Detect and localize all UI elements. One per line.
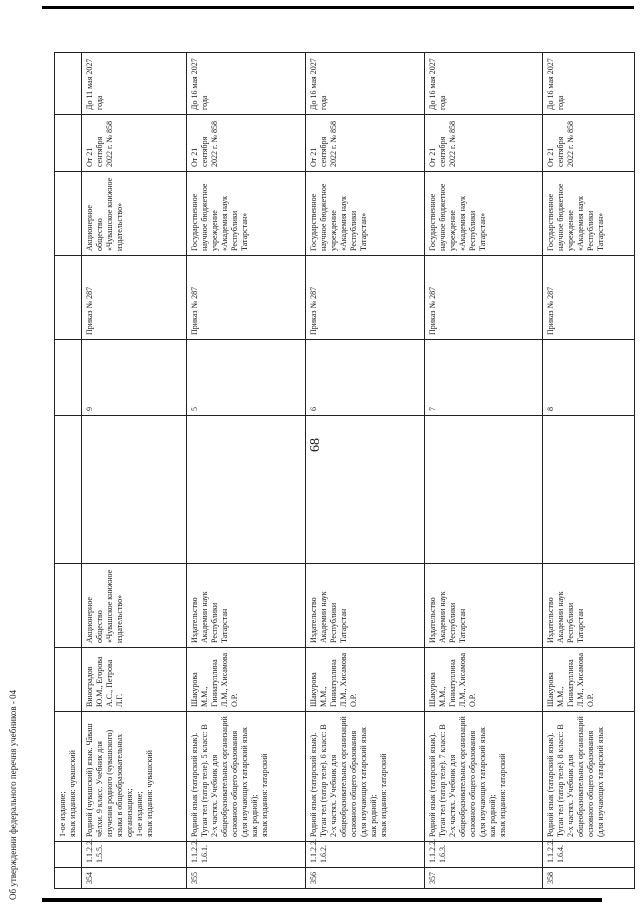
table-row <box>543 53 635 889</box>
scan-bottom-border <box>42 898 602 902</box>
table-row <box>187 53 306 889</box>
decision-date: От 21 сентября 2022 г. № 858 <box>543 115 635 172</box>
book-publisher: Издательство Академии наук Республики Татарстан <box>543 564 635 648</box>
expert-organization: Государственное научное бюджетное учреждение «Академия наук Республики Татарстан» <box>543 172 635 256</box>
grade-cell: 6 <box>305 340 424 416</box>
order-reference: Приказ № 287 <box>82 256 187 340</box>
row-code: 1.1.2.2. 1.6.2. <box>305 842 424 868</box>
book-title: Родной язык (татарский язык). Туган тел (татар теле). 8 класс: В 2-х частях. Учебник для общеобразовательных организаций основного общего образования (для изучающих татарский язык <box>543 712 635 842</box>
row-number: 358 <box>543 868 635 889</box>
table-row <box>424 53 543 889</box>
page-number: 68 <box>308 438 323 452</box>
decision-date: От 21 сентября 2022 г. № 858 <box>82 115 187 172</box>
expert-organization: Государственное научное бюджетное учреждение «Академия наук Республики Татарстан» <box>187 172 306 256</box>
book-authors: Шакурова М.М., Гиниатуллина Л.М., Хисамова О.Р. <box>187 648 306 712</box>
valid-until: До 16 мая 2027 года <box>543 53 635 115</box>
valid-until: До 16 мая 2027 года <box>187 53 306 115</box>
expert-organization: Государственное научное бюджетное учреждение «Академия наук Республики Татарстан» <box>424 172 543 256</box>
table-row <box>305 53 424 889</box>
carryover-text: 1-ое издание; язык издания: чувашский <box>55 712 82 842</box>
row-number: 354 <box>82 868 187 889</box>
row-code: 1.1.2.2. 1.6.4. <box>543 842 635 868</box>
order-reference: Приказ № 287 <box>187 256 306 340</box>
footer-caption: Об утверждении федерального перечня учебников - 04 <box>8 689 18 900</box>
row-code: 1.1.2.2. 1.6.1. <box>187 842 306 868</box>
book-title: Родной язык (татарский язык). Туган тел (татар теле). 6 класс: В 2-х частях. Учебник для общеобразовательных организаций основного общего образования (для изучающих татарский язык как родной); язык издания: татарский <box>305 712 424 842</box>
valid-until: До 16 мая 2027 года <box>305 53 424 115</box>
grade-cell: 5 <box>187 340 306 416</box>
empty-cell <box>424 416 543 564</box>
book-publisher: Издательство Академии наук Республики Татарстан <box>187 564 306 648</box>
empty-cell <box>305 416 424 564</box>
scan-top-border <box>42 6 634 9</box>
carryover-row <box>55 53 82 889</box>
row-code: 1.1.2.2. 1.6.3. <box>424 842 543 868</box>
book-publisher: Издательство Академии наук Республики Татарстан <box>305 564 424 648</box>
decision-date: От 21 сентября 2022 г. № 858 <box>187 115 306 172</box>
empty-cell <box>82 416 187 564</box>
decision-date: От 21 сентября 2022 г. № 858 <box>305 115 424 172</box>
expert-organization: Акционерное общество «Чувашское книжное издательство» <box>82 172 187 256</box>
book-authors: Виноградов Ю.М., Егорова А.С., Петрова Л.Г. <box>82 648 187 712</box>
book-authors: Шакурова М.М., Гиниатуллина Л.М., Хисамова О.Р. <box>305 648 424 712</box>
empty-cell <box>187 416 306 564</box>
row-number: 356 <box>305 868 424 889</box>
row-number: 357 <box>424 868 543 889</box>
grade-cell: 9 <box>82 340 187 416</box>
row-number: 355 <box>187 868 306 889</box>
valid-until: До 11 мая 2027 года <box>82 53 187 115</box>
book-publisher: Акционерное общество «Чувашское книжное издательство» <box>82 564 187 648</box>
order-reference: Приказ № 287 <box>543 256 635 340</box>
grade-cell: 8 <box>543 340 635 416</box>
textbook-list-table <box>54 52 635 889</box>
textbook-list-table-container <box>54 53 635 889</box>
book-title: Родной язык (татарский язык). Туган тел (татар теле). 5 класс: В 2-х частях. Учебник для общеобразовательных организаций основного общего образования (для изучающих татарский язык как родной); язык издания: татарский <box>187 712 306 842</box>
book-authors: Шакурова М.М., Гиниатуллина Л.М., Хисамова О.Р. <box>543 648 635 712</box>
valid-until: До 16 мая 2027 года <box>424 53 543 115</box>
row-code: 1.1.2.2. 1.5.5. <box>82 842 187 868</box>
grade-cell: 7 <box>424 340 543 416</box>
expert-organization: Государственное научное бюджетное учреждение «Академия наук Республики Татарстан» <box>305 172 424 256</box>
order-reference: Приказ № 287 <box>305 256 424 340</box>
empty-cell <box>543 416 635 564</box>
order-reference: Приказ № 287 <box>424 256 543 340</box>
book-title: Родной (чувашский) язык. Чăваш чěлхи. 9 класс. Учебник для изучения родного (чувашского) языка в общеобразовательных организациях; 1-ое издание; язык издания: чувашский <box>82 712 187 842</box>
book-authors: Шакурова М.М., Гиниатуллина Л.М., Хисамова О.Р. <box>424 648 543 712</box>
book-title: Родной язык (татарский язык). Туган тел (татар теле). 7 класс: В 2-х частях. Учебник для общеобразовательных организаций основного общего образования (для изучающих татарский язык как родной); язык издания: татарский <box>424 712 543 842</box>
decision-date: От 21 сентября 2022 г. № 858 <box>424 115 543 172</box>
table-row <box>82 53 187 889</box>
book-publisher: Издательство Академии наук Республики Татарстан <box>424 564 543 648</box>
